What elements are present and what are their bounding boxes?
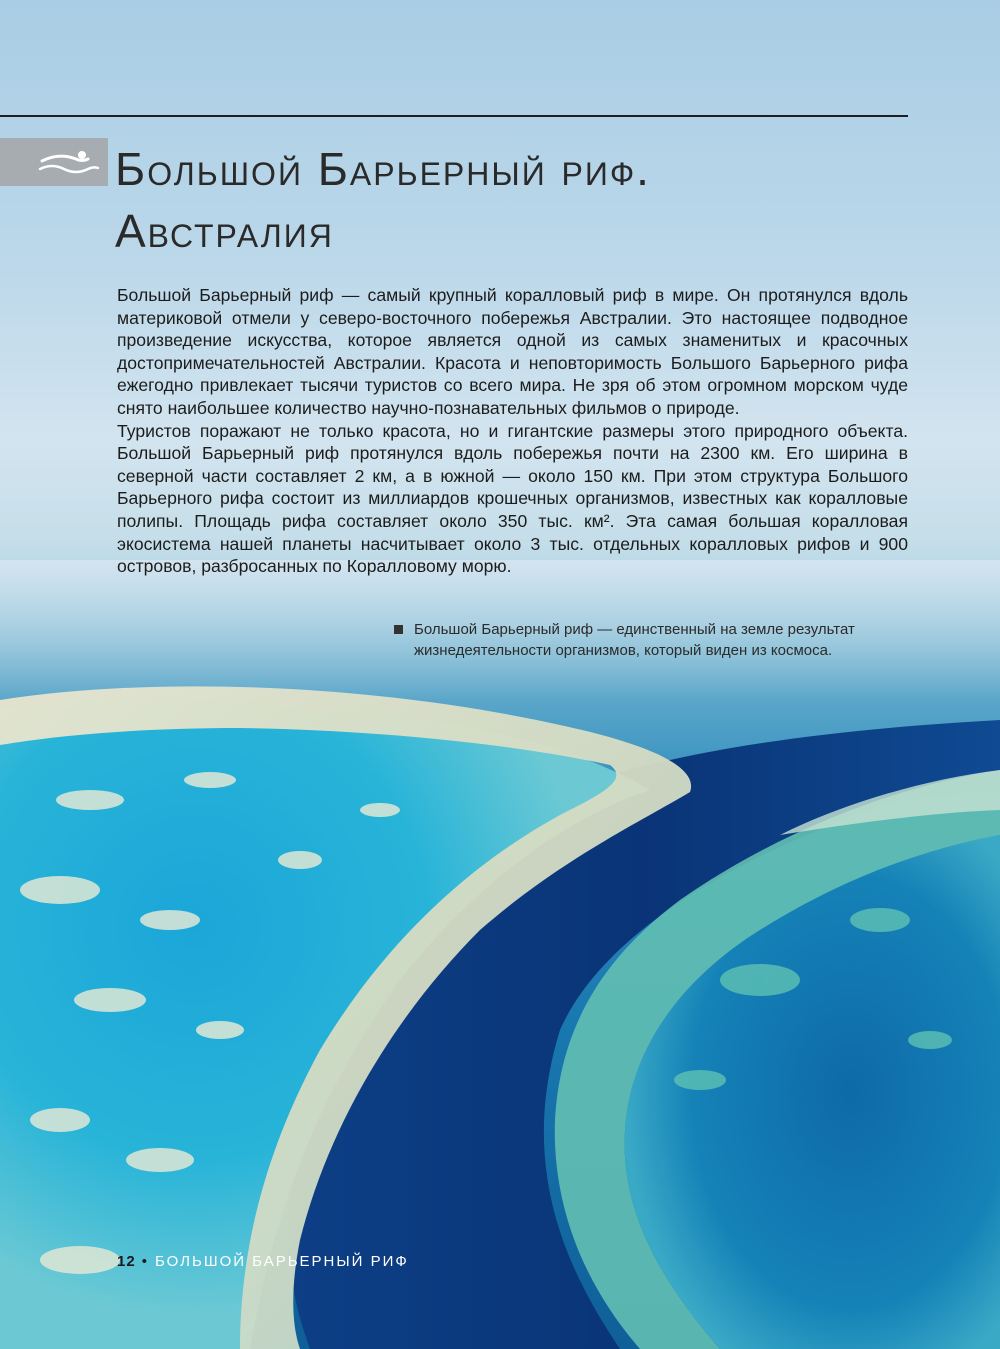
page-title bbox=[115, 138, 935, 262]
footer-separator: • bbox=[141, 1253, 149, 1270]
paragraph-1: Большой Барьерный риф — самый крупный коралловый риф в мире. Он протянулся вдоль материковой отмели у северо-восточного побережья Австралии. Это настоящее подводное произведение искусства, которое является одной из самых знаменитых и красочных достопримечательностей Австралии. Красота и неповторимость Большого Барьерного рифа ежегодно привлекает тысячи туристов со всего мира. Не зря об этом огромном морском чуде снято наибольшее количество научно-познавательных фильмов о природе. bbox=[117, 285, 908, 418]
reef-aerial-photo bbox=[0, 560, 1000, 1349]
page-footer bbox=[117, 1253, 409, 1277]
square-bullet-icon bbox=[394, 625, 403, 634]
header-rule bbox=[0, 115, 908, 117]
photo-caption bbox=[394, 619, 904, 661]
title-line-2: Австралия bbox=[115, 205, 334, 257]
article-body bbox=[117, 284, 908, 578]
caption-text: Большой Барьерный риф — единственный на земле результат жизнедеятельности организмов, который виден из космоса. bbox=[414, 621, 855, 659]
paragraph-2: Туристов поражают не только красота, но и гигантские размеры этого природного объекта. Большой Барьерный риф протянулся вдоль побережья почти на 2300 км. Его ширина в северной части составляет 2 км, а в южной — около 150 км. При этом структура Большого Барьерного рифа состоит из миллиардов крошечных организмов, известных как коралловые полипы. Площадь рифа составляет около 350 тыс. км². Эта самая большая коралловая экосистема нашей планеты насчитывает около 3 тыс. отдельных коралловых рифов и 900 островов, разбросанных по Коралловому морю. bbox=[117, 420, 908, 577]
page-number: 12 bbox=[117, 1253, 136, 1270]
swimmer-wave-icon bbox=[36, 147, 100, 177]
section-label: БОЛЬШОЙ БАРЬЕРНЫЙ РИФ bbox=[154, 1253, 409, 1270]
title-line-1: Большой Барьерный риф. bbox=[115, 143, 651, 195]
title-marker-tab bbox=[0, 138, 108, 186]
